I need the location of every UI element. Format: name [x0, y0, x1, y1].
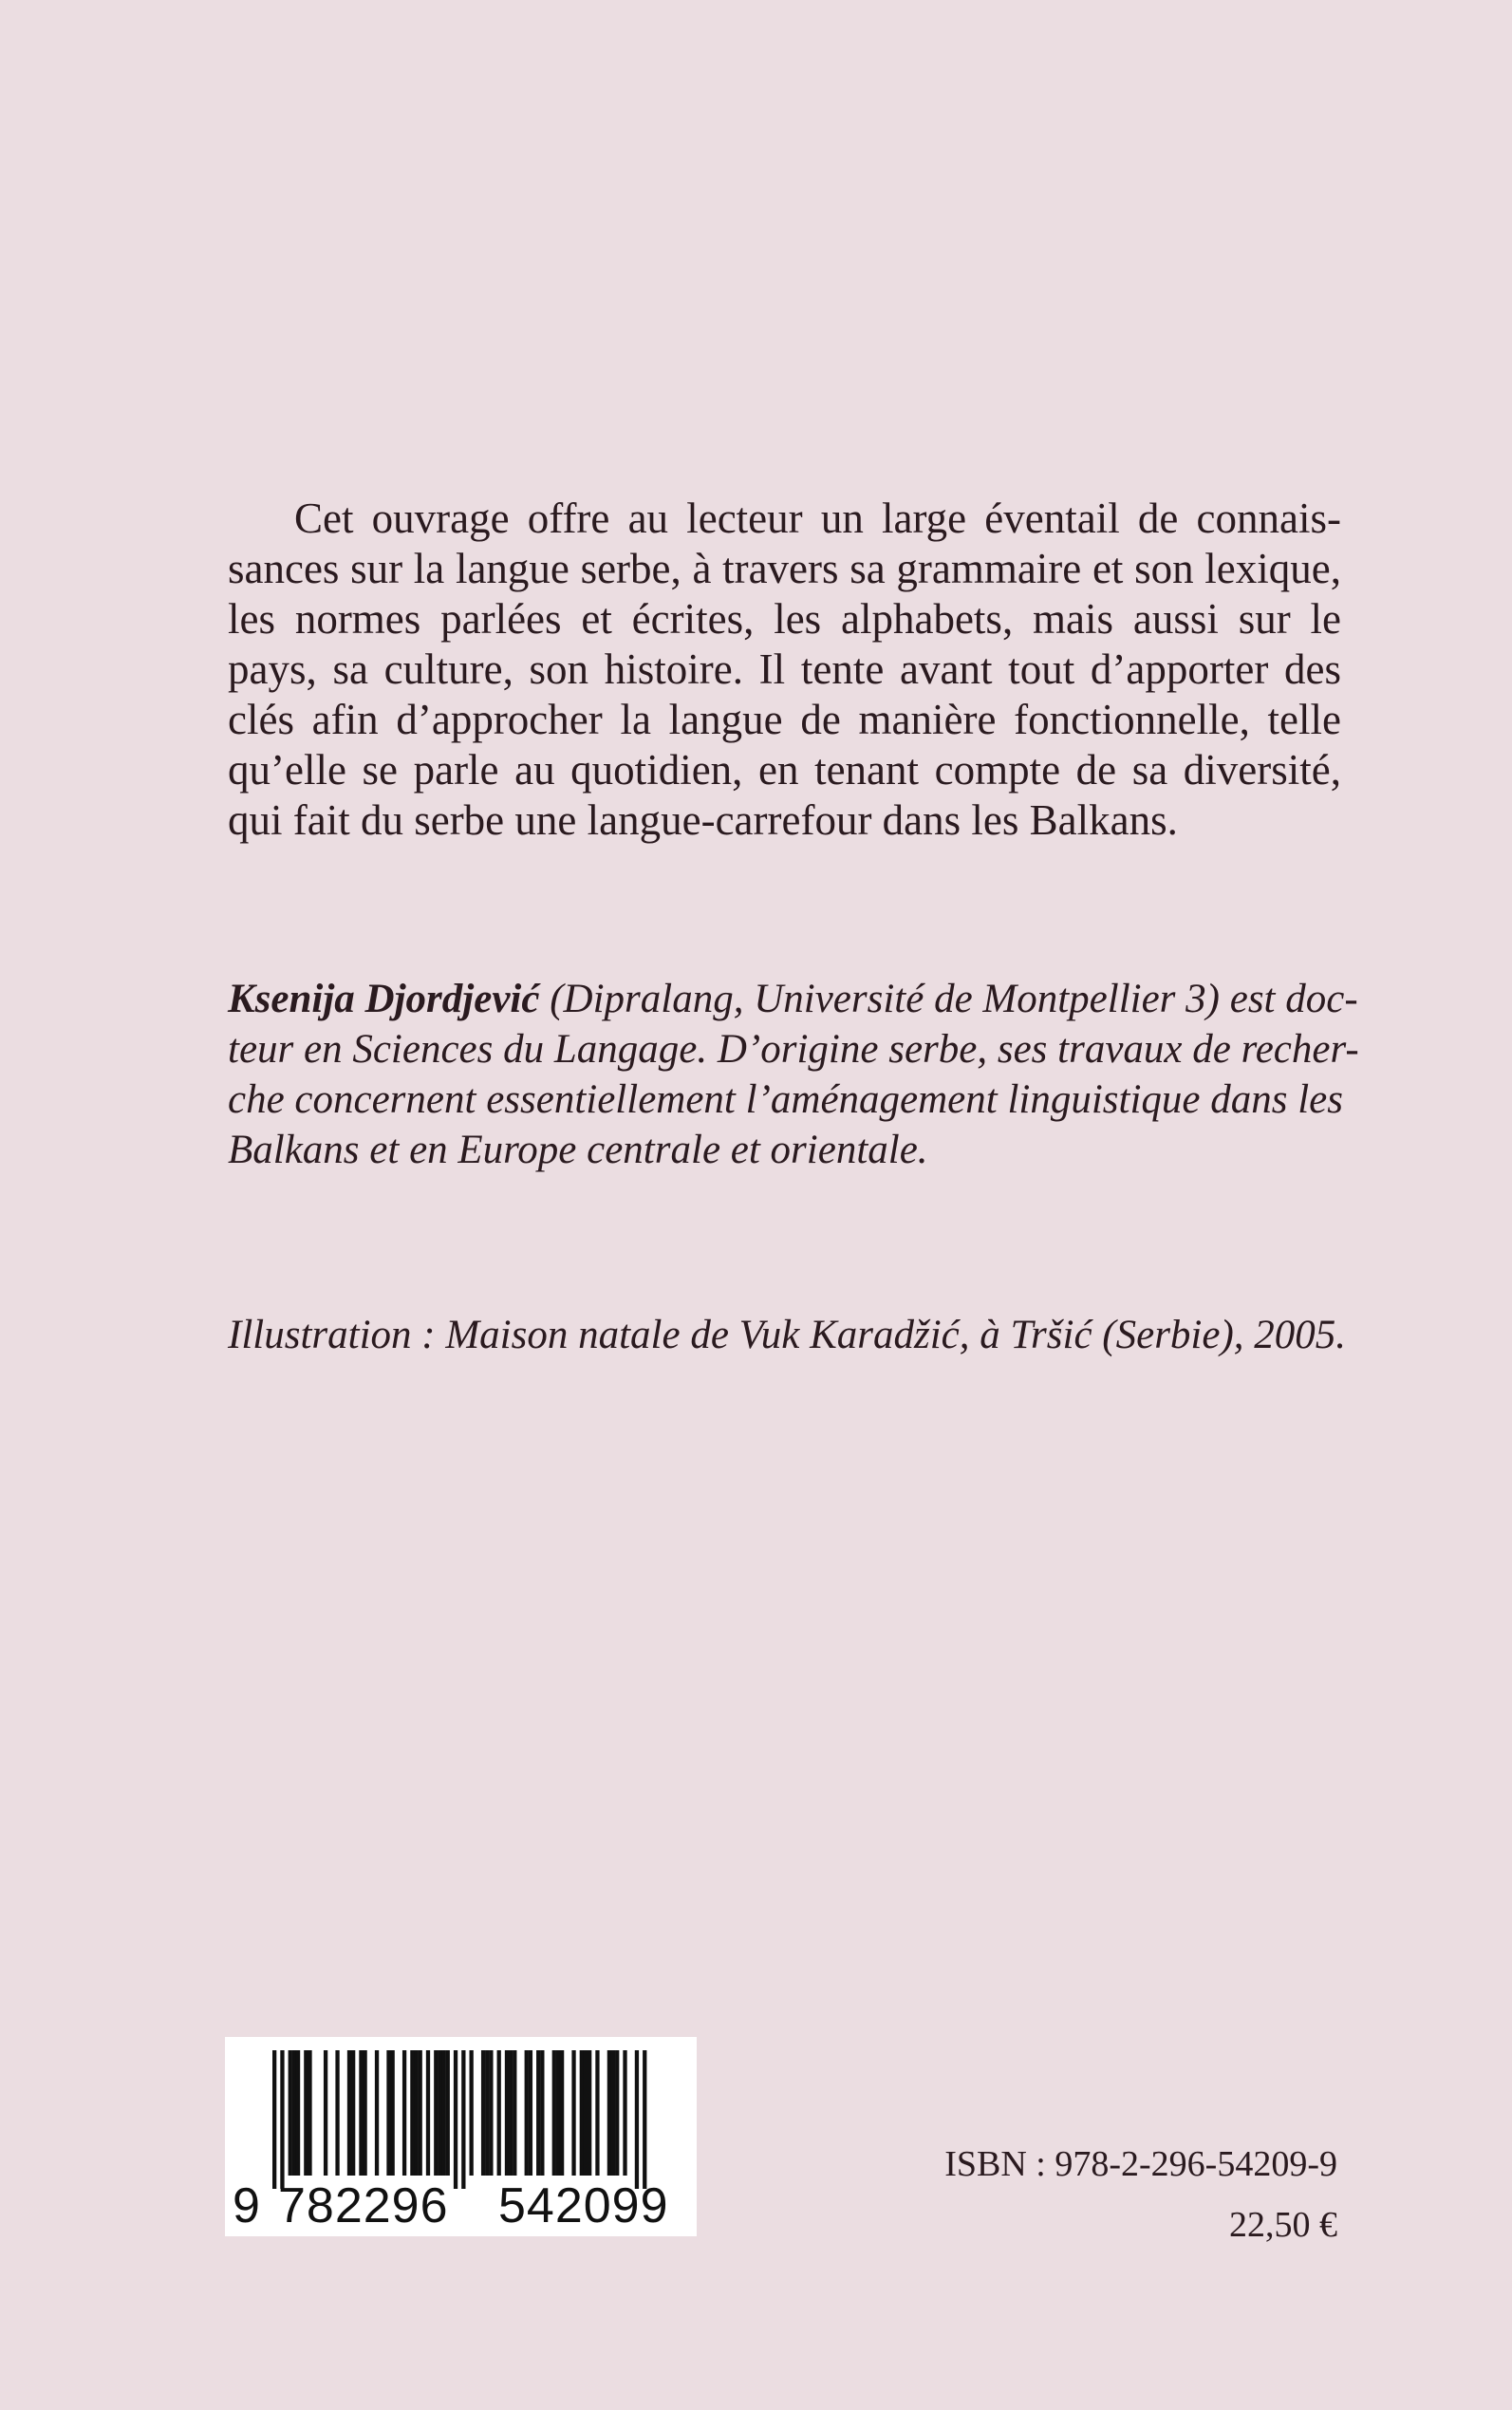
summary-line: les normes parlées et écrites, les alphabets, mais aussi sur le — [228, 595, 1341, 643]
barcode-bar — [513, 2050, 516, 2176]
barcode-bar — [391, 2050, 395, 2176]
barcode-bar — [497, 2050, 501, 2176]
barcode-bar — [410, 2050, 414, 2176]
barcode-right-digits: 542099 — [498, 2178, 669, 2233]
barcode-bar — [470, 2050, 474, 2176]
barcode-bar — [304, 2050, 308, 2176]
barcode-bar — [536, 2050, 540, 2176]
illustration-credit: Illustration : Maison natale de Vuk Karadžić, à Tršić (Serbie), 2005. — [228, 1313, 1347, 1357]
barcode-bar — [588, 2050, 591, 2176]
bio-line: teur en Sciences du Langage. D’origine serbe, ses travaux de recher- — [228, 1027, 1359, 1072]
barcode-bar — [292, 2050, 296, 2176]
summary-line: sances sur la langue serbe, à travers sa grammaire et son lexique, — [228, 545, 1341, 592]
barcode-bar — [584, 2050, 588, 2176]
barcode-bar — [552, 2050, 556, 2176]
barcode-bar — [556, 2050, 560, 2176]
barcode-bar — [434, 2050, 438, 2176]
summary-line: clés afin d’approcher la langue de manière fonctionnelle, telle — [228, 696, 1341, 743]
barcode-bar — [402, 2050, 406, 2176]
barcode-bar — [607, 2050, 611, 2176]
barcode-left-digits: 782296 — [278, 2178, 449, 2233]
barcode-bar — [505, 2050, 509, 2176]
barcode-bars — [225, 2037, 697, 2189]
barcode-bar — [335, 2050, 339, 2176]
author-name: Ksenija Djordjević — [228, 977, 540, 1021]
price-text: 22,50 € — [1229, 2205, 1337, 2245]
summary-paragraph — [228, 494, 1341, 846]
barcode-bar — [324, 2050, 327, 2176]
barcode-bar — [509, 2050, 513, 2176]
barcode-bar — [375, 2050, 379, 2176]
barcode-bar — [347, 2050, 351, 2176]
barcode-first-digit: 9 — [233, 2178, 260, 2233]
barcode-bar — [525, 2050, 529, 2176]
barcode-bar — [296, 2050, 300, 2176]
barcode-guard-bar — [461, 2050, 465, 2189]
summary-line: Cet ouvrage offre au lecteur un large éventail de connais- — [294, 495, 1341, 542]
barcode-bar — [446, 2050, 450, 2176]
barcode-bar — [414, 2050, 418, 2176]
barcode-bar — [595, 2050, 599, 2176]
bio-line: che concernent essentiellement l’aménagement linguistique dans les — [228, 1077, 1344, 1122]
bio-line: Balkans et en Europe centrale et orientale. — [228, 1128, 928, 1172]
barcode-bar — [580, 2050, 584, 2176]
barcode-bar — [289, 2050, 292, 2176]
summary-line: qu’elle se parle au quotidien, en tenant compte de sa diversité, — [228, 746, 1341, 794]
barcode-bar — [615, 2050, 619, 2176]
barcode-guard-bar — [280, 2050, 284, 2189]
barcode-bar — [363, 2050, 366, 2176]
barcode-bar — [529, 2050, 532, 2176]
barcode-digits — [225, 2179, 697, 2233]
barcode-bar — [485, 2050, 489, 2176]
barcode-bar — [438, 2050, 441, 2176]
barcode-bar — [308, 2050, 311, 2176]
summary-line: pays, sa culture, son histoire. Il tente avant tout d’apporter des — [228, 645, 1341, 693]
summary-line: qui fait du serbe une langue-carrefour dans les Balkans. — [228, 796, 1178, 844]
author-bio — [228, 974, 1359, 1175]
barcode-bar — [386, 2050, 390, 2176]
barcode-guard-bar — [635, 2050, 639, 2189]
barcode-guard-bar — [454, 2050, 457, 2189]
barcode-bar — [571, 2050, 575, 2176]
barcode-bar — [441, 2050, 445, 2176]
barcode-bar — [623, 2050, 626, 2176]
barcode-bar — [481, 2050, 485, 2176]
barcode-bar — [560, 2050, 564, 2176]
barcode-bar — [611, 2050, 615, 2176]
isbn-text: ISBN : 978-2-296-54209-9 — [944, 2144, 1337, 2184]
barcode — [225, 2037, 697, 2236]
barcode-bar — [351, 2050, 355, 2176]
barcode-bar — [489, 2050, 493, 2176]
barcode-bar — [359, 2050, 363, 2176]
barcode-bar — [426, 2050, 430, 2176]
barcode-guard-bar — [272, 2050, 276, 2189]
bio-line-rest: (Dipralang, Université de Montpellier 3) est doc- — [550, 977, 1358, 1021]
barcode-bar — [540, 2050, 544, 2176]
bio-line — [228, 974, 1358, 1024]
barcode-bar — [419, 2050, 422, 2176]
barcode-guard-bar — [643, 2050, 646, 2189]
